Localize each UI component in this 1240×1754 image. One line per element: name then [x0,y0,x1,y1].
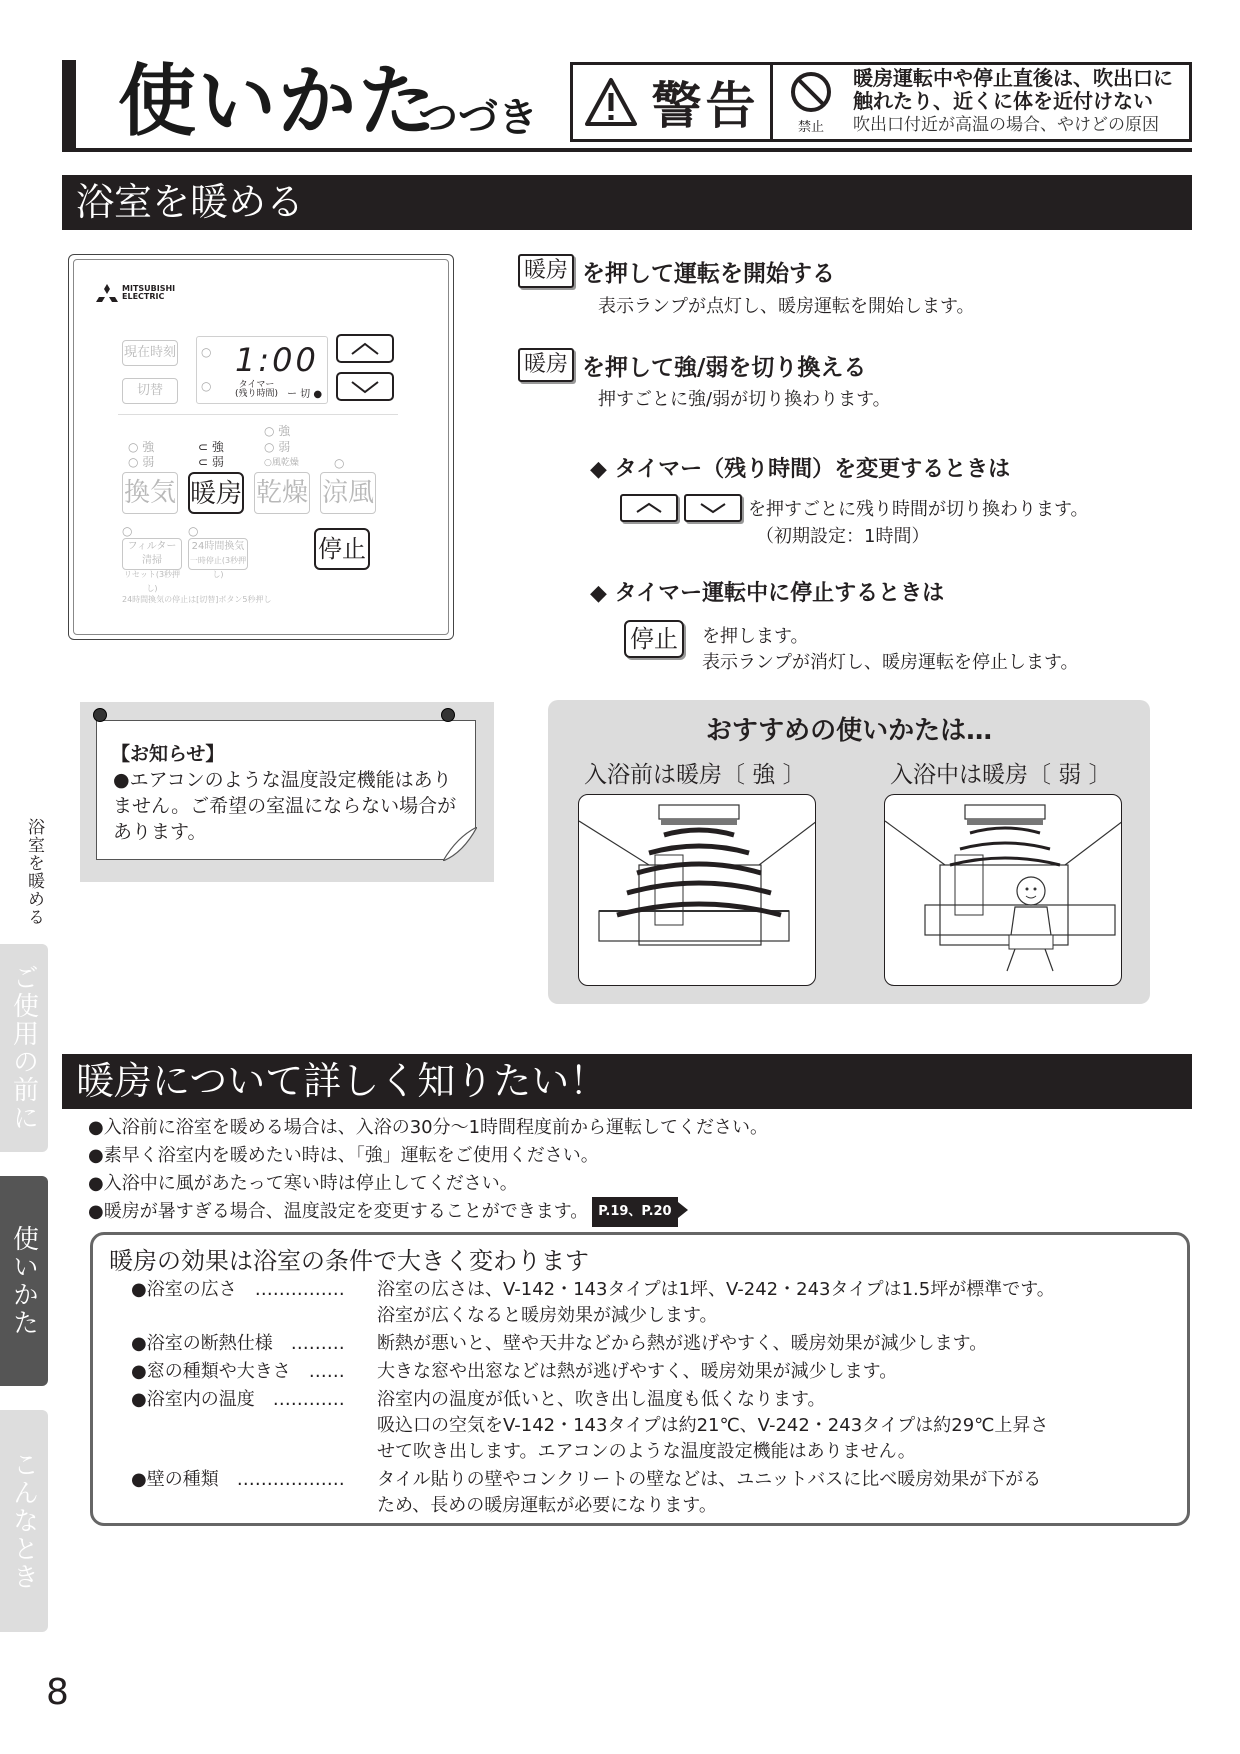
timer-change-heading: ◆ タイマー（残り時間）を変更するときは [590,457,1011,482]
prohibited-label: 禁止 [797,119,824,135]
step2-title: を押して強/弱を切り換える [582,354,867,381]
remote-control-face [73,259,449,635]
page-curl-icon [443,827,477,861]
condition-label-window: ●窓の種類や大きさ …… [131,1361,345,1382]
timer-change-description: を押すごとに残り時間が切り換わります。 [748,499,1089,520]
filter-reset-button[interactable]: フィルター清掃 リセット(3秒押し) [122,538,182,570]
up-key-icon [620,494,678,522]
step1-heading [518,254,835,288]
warning-text [849,65,1189,139]
heating-button[interactable]: 暖房 [188,472,244,514]
stop-key-icon: 停止 [624,620,684,658]
warning-line-1: 暖房運転中や停止直後は、吹出口に [853,66,1173,90]
brand-logo [96,284,175,302]
heating-key-icon: 暖房 [518,254,574,288]
col4-indicator: ○ [334,456,345,470]
condition-desc-size: 浴室の広さは、V-142・143タイプは1坪、V-242・243タイプは1.5坪が標準です。 浴室が広くなると暖房効果が減少します。 [377,1279,1055,1326]
condition-desc-window: 大きな窓や出窓などは熱が逃げやすく、暖房効果が減少します。 [377,1361,898,1382]
lcd-indicator-dot: ○ [201,345,212,359]
timer-change-default: （初期設定：1時間） [756,526,930,547]
page-title: 使いかた [118,57,439,147]
page-number: 8 [46,1672,69,1713]
col1-strong: ○ 強 [128,440,155,454]
list-item: ●入浴前に浴室を暖める場合は、入浴の30分～1時間程度前から運転してください。 [88,1117,769,1138]
bath-strong-illustration [578,794,816,986]
warning-triangle-icon [584,77,638,127]
col3-weak: ○ 弱 [264,440,291,454]
conditions-title: 暖房の効果は浴室の条件で大きく変わります [109,1247,589,1275]
current-time-button[interactable]: 現在時刻 [122,340,178,366]
warning-line-2: 触れたり、近くに体を近付けない [853,89,1153,113]
col2-strong: ⊂ 強 [198,440,224,454]
filter-indicator: ○ [122,524,133,538]
col3-wind: ○風乾燥 [264,458,299,468]
cool-air-button[interactable]: 涼風 [320,472,376,514]
bath-heating-strong-icon [579,795,816,986]
lcd-display [196,336,328,404]
condition-label-insulation: ●浴室の断熱仕様 ……… [131,1333,345,1354]
chevron-up-icon [350,342,380,356]
remote-footnote: 24時間換気の停止は[切替]ボタン5秒押し [122,595,272,604]
chevron-down-icon [350,380,380,394]
lcd-off-label: ー 切 ● [287,389,323,400]
timer-stop-desc-1: を押します。 [702,626,809,647]
lcd-indicator-dot: ○ [201,379,212,393]
chevron-up-icon [635,502,663,514]
down-key-icon [684,494,742,522]
stop-button[interactable]: 停止 [314,528,370,570]
recommend-panel [548,700,1150,1004]
condition-desc-temperature: 浴室内の温度が低いと、吹き出し温度も低くなります。 吸込口の空気をV-142・143タイプは約21℃、V-242・243タイプは約29℃上昇さ せて吹き出します。エアコンのような温度設定機能はありません。 [377,1389,1049,1462]
recommend-title: おすすめの使いかたは… [705,716,993,746]
condition-label-temperature: ●浴室内の温度 ………… [131,1389,345,1410]
warning-label-area [573,65,773,139]
warning-box [570,62,1192,142]
tab-troubleshooting[interactable]: こんなとき [0,1410,48,1632]
condition-label-wall: ●壁の種類 ……………… [131,1469,345,1490]
notice-card [96,720,476,860]
timer-change-row [620,494,1089,522]
chevron-down-icon [699,502,727,514]
warning-line-3: 吹出口付近が高温の場合、やけどの原因 [853,115,1159,135]
col2-weak: ⊂ 弱 [198,455,224,469]
recommend-right-caption: 入浴中は暖房〔 弱 〕 [890,762,1112,788]
down-button[interactable] [336,372,394,401]
24h-indicator: ○ [188,524,199,538]
prohibited-icon [789,70,833,114]
condition-label-size: ●浴室の広さ …………… [131,1279,345,1300]
col3-strong-top: ○ 強 [264,424,291,438]
timer-stop-heading: ◆ タイマー運転中に停止するときは [590,581,945,606]
condition-desc-wall: タイル貼りの壁やコンクリートの壁などは、ユニットバスに比べ暖房効果が下がる ため、長めの暖房運転が必要になります。 [377,1469,1042,1516]
arrow-right-icon [678,1202,688,1218]
tab-before-use[interactable]: ご使用の前に [0,944,48,1152]
title-accent-bar [62,60,76,150]
section-header-heating-details: 暖房について詳しく知りたい！ [62,1054,1192,1109]
recommend-left-caption: 入浴前は暖房〔 強 〕 [584,762,806,788]
bath-heating-weak-icon [885,795,1122,986]
24h-ventilation-button[interactable]: 24時間換気 一時停止(3秒押し) [188,538,248,570]
side-current-section: 浴室を暖める [24,818,44,926]
page-title-suffix: つづき [418,95,538,141]
step1-description: 表示ランプが点灯し、暖房運転を開始します。 [598,296,975,317]
heating-key-icon: 暖房 [518,348,574,382]
warning-label: 警告 [651,77,760,135]
section-header-warm-bathroom: 浴室を暖める [62,175,1192,230]
list-item: ●入浴中に風があたって寒い時は停止してください。 [88,1173,518,1194]
timer-stop-row [624,620,684,658]
step2-heading [518,348,866,382]
col1-weak: ○ 弱 [128,455,155,469]
up-button[interactable] [336,334,394,363]
remote-control-panel [68,254,454,640]
notice-body: ●エアコンのような温度設定機能はありません。ご希望の室温にならない場合があります。 [113,769,457,843]
step2-description: 押すごとに強/弱が切り換わります。 [598,389,891,410]
timer-stop-desc-2: 表示ランプが消灯し、暖房運転を停止します。 [702,652,1079,673]
list-item: ●暖房が暑すぎる場合、温度設定を変更することができます。 P.19、P.20 [88,1198,768,1229]
switch-button[interactable]: 切替 [122,378,178,404]
drying-button[interactable]: 乾燥 [254,472,310,514]
page-reference-link[interactable]: P.19、P.20 [592,1197,677,1227]
pin-icon [441,708,455,722]
lcd-timer-label: タイマー (残り時間) [235,380,279,399]
condition-desc-insulation: 断熱が悪いと、壁や天井などから熱が逃げやすく、暖房効果が減少します。 [377,1333,988,1354]
notice-title: 【お知らせ】 [111,743,225,765]
heating-tips-list [88,1114,768,1229]
prohibited-area [773,65,849,139]
tab-how-to-use[interactable]: 使いかた [0,1176,48,1386]
mitsubishi-logo-icon [96,284,118,302]
remote-divider [118,414,398,415]
ventilation-button[interactable]: 換気 [122,472,178,514]
lcd-time: 1:00 [235,341,319,379]
step1-title: を押して運転を開始する [582,260,836,287]
brand-text: MITSUBISHI ELECTRIC [122,284,176,301]
conditions-box [90,1232,1190,1526]
bath-weak-illustration [884,794,1122,986]
title-rule [62,148,1192,152]
list-item: ●素早く浴室内を暖めたい時は、「強」運転をご使用ください。 [88,1145,599,1166]
pin-icon [93,708,107,722]
